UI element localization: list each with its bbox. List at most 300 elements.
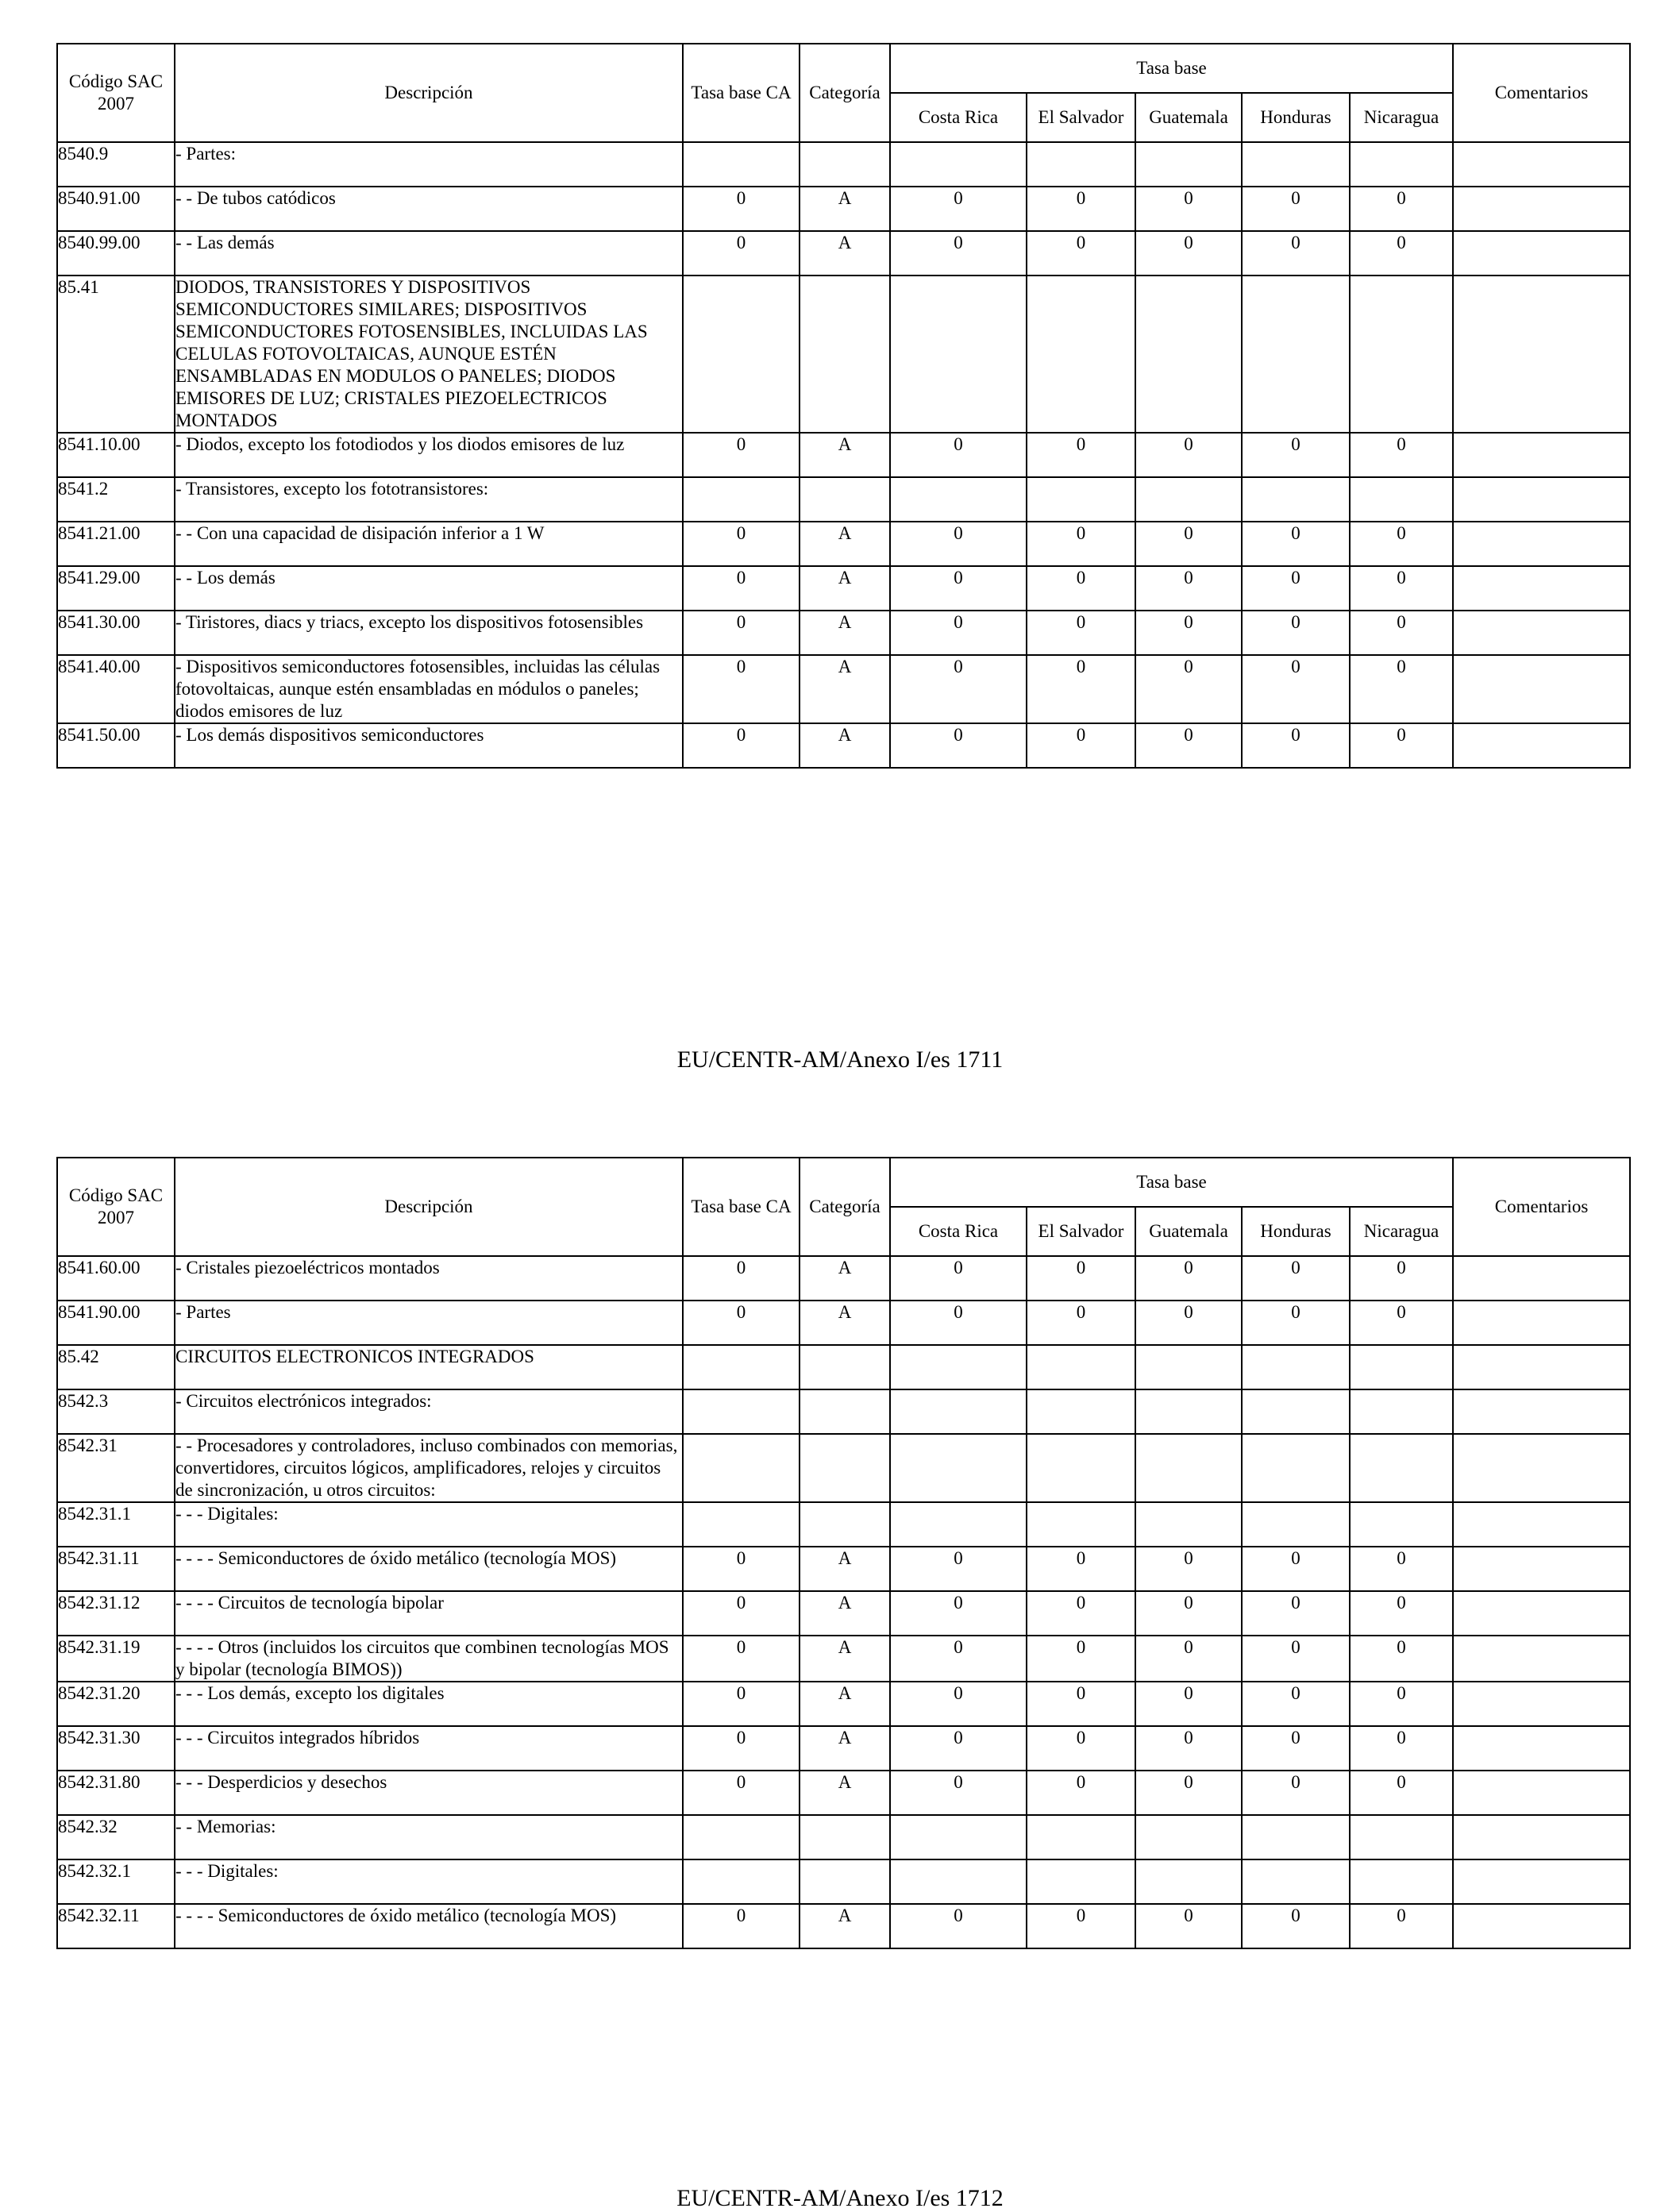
cell-code: 8541.2 (57, 477, 175, 522)
cell-el-salvador (1027, 142, 1135, 187)
cell-tasa-base-ca: 0 (683, 1726, 800, 1771)
cell-tasa-base-ca: 0 (683, 522, 800, 566)
cell-description: - - - - Semiconductores de óxido metálico (tecnología MOS) (175, 1547, 683, 1591)
cell-comentarios (1453, 1434, 1630, 1502)
cell-comentarios (1453, 1815, 1630, 1859)
cell-categoria (800, 1345, 890, 1389)
cell-categoria (800, 142, 890, 187)
cell-categoria: A (800, 187, 890, 231)
cell-costa-rica (890, 477, 1027, 522)
cell-code: 8542.31.30 (57, 1726, 175, 1771)
cell-comentarios (1453, 142, 1630, 187)
table-row (57, 1682, 1630, 1726)
cell-comentarios (1453, 1547, 1630, 1591)
cell-guatemala: 0 (1135, 1771, 1242, 1815)
cell-el-salvador: 0 (1027, 1591, 1135, 1636)
cell-categoria (800, 1815, 890, 1859)
cell-honduras: 0 (1242, 655, 1350, 723)
cell-costa-rica: 0 (890, 1301, 1027, 1345)
cell-categoria (800, 1859, 890, 1904)
cell-el-salvador: 0 (1027, 611, 1135, 655)
cell-honduras (1242, 477, 1350, 522)
page-footer: EU/CENTR-AM/Anexo I/es 1712 (676, 2185, 1004, 2211)
table-row (57, 477, 1630, 522)
cell-tasa-base-ca: 0 (683, 1636, 800, 1682)
table-row (57, 1389, 1630, 1434)
header-comentarios: Comentarios (1453, 44, 1630, 142)
cell-guatemala: 0 (1135, 1904, 1242, 1948)
cell-comentarios (1453, 1636, 1630, 1682)
cell-code: 8541.30.00 (57, 611, 175, 655)
cell-tasa-base-ca (683, 1815, 800, 1859)
cell-honduras: 0 (1242, 566, 1350, 611)
cell-nicaragua: 0 (1350, 655, 1453, 723)
cell-guatemala: 0 (1135, 433, 1242, 477)
cell-el-salvador (1027, 1434, 1135, 1502)
cell-description: - - - Los demás, excepto los digitales (175, 1682, 683, 1726)
cell-comentarios (1453, 1904, 1630, 1948)
cell-comentarios (1453, 522, 1630, 566)
cell-comentarios (1453, 433, 1630, 477)
cell-costa-rica: 0 (890, 522, 1027, 566)
table-row (57, 1904, 1630, 1948)
header-tasa-base-ca: Tasa base CA (683, 44, 800, 142)
header-guatemala: Guatemala (1135, 1207, 1242, 1256)
cell-comentarios (1453, 611, 1630, 655)
cell-el-salvador: 0 (1027, 1256, 1135, 1301)
cell-guatemala (1135, 1859, 1242, 1904)
cell-comentarios (1453, 1345, 1630, 1389)
cell-costa-rica (890, 1345, 1027, 1389)
cell-costa-rica: 0 (890, 187, 1027, 231)
header-code: Código SAC 2007 (57, 44, 175, 142)
cell-guatemala: 0 (1135, 655, 1242, 723)
cell-tasa-base-ca (683, 1434, 800, 1502)
header-tasa-base-ca: Tasa base CA (683, 1158, 800, 1256)
cell-tasa-base-ca (683, 477, 800, 522)
cell-nicaragua: 0 (1350, 1301, 1453, 1345)
cell-costa-rica (890, 1434, 1027, 1502)
cell-code: 8540.99.00 (57, 231, 175, 276)
cell-code: 8542.31.20 (57, 1682, 175, 1726)
cell-guatemala (1135, 1434, 1242, 1502)
cell-description: - - Procesadores y controladores, incluso combinados con memorias, convertidores, circuitos lógicos, amplificadores, relojes y circuitos de sincronización, u otros circuitos: (175, 1434, 683, 1502)
cell-code: 8542.31.19 (57, 1636, 175, 1682)
cell-categoria: A (800, 1771, 890, 1815)
cell-costa-rica: 0 (890, 1636, 1027, 1682)
cell-tasa-base-ca: 0 (683, 433, 800, 477)
cell-nicaragua (1350, 1859, 1453, 1904)
cell-guatemala: 0 (1135, 1256, 1242, 1301)
cell-comentarios (1453, 1389, 1630, 1434)
cell-el-salvador: 0 (1027, 1904, 1135, 1948)
cell-tasa-base-ca: 0 (683, 1904, 800, 1948)
cell-nicaragua: 0 (1350, 1256, 1453, 1301)
cell-honduras: 0 (1242, 723, 1350, 768)
cell-guatemala: 0 (1135, 231, 1242, 276)
table-row (57, 522, 1630, 566)
cell-el-salvador: 0 (1027, 1726, 1135, 1771)
cell-costa-rica (890, 1859, 1027, 1904)
cell-costa-rica (890, 1502, 1027, 1547)
table-row (57, 276, 1630, 433)
cell-guatemala: 0 (1135, 723, 1242, 768)
header-costa-rica: Costa Rica (890, 93, 1027, 142)
header-description: Descripción (175, 44, 683, 142)
cell-guatemala: 0 (1135, 1301, 1242, 1345)
cell-honduras: 0 (1242, 1301, 1350, 1345)
cell-costa-rica: 0 (890, 1256, 1027, 1301)
cell-tasa-base-ca (683, 1859, 800, 1904)
cell-comentarios (1453, 566, 1630, 611)
cell-honduras: 0 (1242, 1771, 1350, 1815)
header-guatemala: Guatemala (1135, 93, 1242, 142)
cell-guatemala: 0 (1135, 522, 1242, 566)
cell-comentarios (1453, 1301, 1630, 1345)
cell-nicaragua: 0 (1350, 187, 1453, 231)
cell-nicaragua: 0 (1350, 1771, 1453, 1815)
cell-categoria: A (800, 723, 890, 768)
table-row (57, 655, 1630, 723)
cell-el-salvador: 0 (1027, 1682, 1135, 1726)
cell-nicaragua: 0 (1350, 566, 1453, 611)
cell-costa-rica (890, 1389, 1027, 1434)
cell-honduras (1242, 1502, 1350, 1547)
table-row (57, 187, 1630, 231)
cell-tasa-base-ca: 0 (683, 566, 800, 611)
header-tasa-base: Tasa base (890, 44, 1453, 93)
cell-description: - - - - Circuitos de tecnología bipolar (175, 1591, 683, 1636)
cell-nicaragua (1350, 1434, 1453, 1502)
cell-description: - - - - Otros (incluidos los circuitos que combinen tecnologías MOS y bipolar (tecnología BIMOS)) (175, 1636, 683, 1682)
table-row (57, 433, 1630, 477)
cell-comentarios (1453, 1682, 1630, 1726)
cell-code: 8541.50.00 (57, 723, 175, 768)
header-tasa-base: Tasa base (890, 1158, 1453, 1207)
cell-honduras: 0 (1242, 522, 1350, 566)
cell-honduras (1242, 1389, 1350, 1434)
cell-tasa-base-ca: 0 (683, 187, 800, 231)
table-row (57, 142, 1630, 187)
cell-costa-rica: 0 (890, 1726, 1027, 1771)
cell-code: 8542.32.11 (57, 1904, 175, 1948)
cell-categoria: A (800, 1547, 890, 1591)
cell-description: - - - Digitales: (175, 1859, 683, 1904)
cell-guatemala (1135, 1502, 1242, 1547)
cell-code: 8540.9 (57, 142, 175, 187)
cell-guatemala: 0 (1135, 611, 1242, 655)
cell-tasa-base-ca: 0 (683, 1591, 800, 1636)
cell-guatemala: 0 (1135, 1636, 1242, 1682)
cell-honduras: 0 (1242, 433, 1350, 477)
cell-honduras: 0 (1242, 231, 1350, 276)
cell-guatemala (1135, 142, 1242, 187)
table-row (57, 1591, 1630, 1636)
cell-honduras: 0 (1242, 1682, 1350, 1726)
cell-el-salvador: 0 (1027, 433, 1135, 477)
cell-description: - Partes: (175, 142, 683, 187)
cell-comentarios (1453, 723, 1630, 768)
table-row (57, 611, 1630, 655)
cell-costa-rica: 0 (890, 1771, 1027, 1815)
cell-honduras: 0 (1242, 1726, 1350, 1771)
cell-description: - Tiristores, diacs y triacs, excepto los dispositivos fotosensibles (175, 611, 683, 655)
table-row (57, 1547, 1630, 1591)
cell-description: - Dispositivos semiconductores fotosensibles, incluidas las células fotovoltaicas, aunque estén ensambladas en módulos o paneles; diodos emisores de luz (175, 655, 683, 723)
cell-code: 8542.31.12 (57, 1591, 175, 1636)
cell-el-salvador (1027, 1859, 1135, 1904)
cell-el-salvador (1027, 1389, 1135, 1434)
cell-el-salvador: 0 (1027, 655, 1135, 723)
cell-code: 8542.31.80 (57, 1771, 175, 1815)
cell-tasa-base-ca (683, 142, 800, 187)
cell-el-salvador: 0 (1027, 566, 1135, 611)
cell-nicaragua: 0 (1350, 723, 1453, 768)
cell-nicaragua (1350, 1345, 1453, 1389)
table-row (57, 566, 1630, 611)
table-body (57, 1256, 1630, 1948)
cell-guatemala: 0 (1135, 1726, 1242, 1771)
header-categoria: Categoría (800, 44, 890, 142)
cell-categoria: A (800, 522, 890, 566)
table-row (57, 1434, 1630, 1502)
cell-el-salvador: 0 (1027, 1301, 1135, 1345)
cell-el-salvador (1027, 276, 1135, 433)
cell-description: - Los demás dispositivos semiconductores (175, 723, 683, 768)
cell-honduras (1242, 1345, 1350, 1389)
cell-nicaragua (1350, 477, 1453, 522)
cell-description: - - - Desperdicios y desechos (175, 1771, 683, 1815)
cell-categoria: A (800, 231, 890, 276)
table-row (57, 723, 1630, 768)
cell-tasa-base-ca: 0 (683, 231, 800, 276)
cell-tasa-base-ca: 0 (683, 723, 800, 768)
cell-categoria: A (800, 1636, 890, 1682)
cell-categoria: A (800, 433, 890, 477)
header-description: Descripción (175, 1158, 683, 1256)
cell-categoria (800, 276, 890, 433)
cell-code: 8542.31.1 (57, 1502, 175, 1547)
table-row (57, 231, 1630, 276)
table-row (57, 1345, 1630, 1389)
header-categoria: Categoría (800, 1158, 890, 1256)
cell-guatemala: 0 (1135, 566, 1242, 611)
cell-el-salvador: 0 (1027, 1547, 1135, 1591)
table-body (57, 142, 1630, 768)
cell-categoria: A (800, 1682, 890, 1726)
cell-costa-rica: 0 (890, 1547, 1027, 1591)
cell-categoria: A (800, 1256, 890, 1301)
cell-tasa-base-ca: 0 (683, 1301, 800, 1345)
cell-nicaragua (1350, 142, 1453, 187)
cell-categoria: A (800, 1726, 890, 1771)
cell-el-salvador: 0 (1027, 522, 1135, 566)
cell-costa-rica: 0 (890, 433, 1027, 477)
cell-code: 8541.60.00 (57, 1256, 175, 1301)
header-comentarios: Comentarios (1453, 1158, 1630, 1256)
cell-description: - - Con una capacidad de disipación inferior a 1 W (175, 522, 683, 566)
cell-categoria: A (800, 566, 890, 611)
cell-categoria: A (800, 1591, 890, 1636)
cell-honduras: 0 (1242, 1904, 1350, 1948)
cell-guatemala (1135, 276, 1242, 433)
tariff-table (56, 1157, 1631, 1949)
cell-code: 8541.10.00 (57, 433, 175, 477)
cell-costa-rica: 0 (890, 566, 1027, 611)
cell-el-salvador: 0 (1027, 723, 1135, 768)
cell-guatemala: 0 (1135, 1682, 1242, 1726)
table-row (57, 1502, 1630, 1547)
header-honduras: Honduras (1242, 1207, 1350, 1256)
cell-comentarios (1453, 477, 1630, 522)
table-row (57, 1256, 1630, 1301)
cell-code: 85.42 (57, 1345, 175, 1389)
cell-description: - - Memorias: (175, 1815, 683, 1859)
cell-comentarios (1453, 1591, 1630, 1636)
cell-code: 8542.31.11 (57, 1547, 175, 1591)
tariff-table (56, 43, 1631, 769)
cell-nicaragua: 0 (1350, 1726, 1453, 1771)
cell-code: 8542.31 (57, 1434, 175, 1502)
header-el-salvador: El Salvador (1027, 1207, 1135, 1256)
table-row (57, 1815, 1630, 1859)
cell-categoria (800, 1502, 890, 1547)
cell-guatemala (1135, 477, 1242, 522)
cell-honduras: 0 (1242, 611, 1350, 655)
cell-code: 8541.40.00 (57, 655, 175, 723)
cell-costa-rica: 0 (890, 611, 1027, 655)
cell-guatemala: 0 (1135, 1591, 1242, 1636)
cell-code: 8541.90.00 (57, 1301, 175, 1345)
header-nicaragua: Nicaragua (1350, 1207, 1453, 1256)
cell-nicaragua: 0 (1350, 1904, 1453, 1948)
cell-description: - - Las demás (175, 231, 683, 276)
cell-el-salvador: 0 (1027, 1771, 1135, 1815)
cell-comentarios (1453, 655, 1630, 723)
cell-description: - Transistores, excepto los fototransistores: (175, 477, 683, 522)
cell-tasa-base-ca: 0 (683, 1771, 800, 1815)
cell-guatemala (1135, 1815, 1242, 1859)
table-row (57, 1636, 1630, 1682)
cell-nicaragua (1350, 1502, 1453, 1547)
cell-nicaragua (1350, 276, 1453, 433)
cell-tasa-base-ca (683, 1345, 800, 1389)
header-costa-rica: Costa Rica (890, 1207, 1027, 1256)
cell-description: - Circuitos electrónicos integrados: (175, 1389, 683, 1434)
cell-guatemala (1135, 1389, 1242, 1434)
cell-el-salvador: 0 (1027, 187, 1135, 231)
cell-nicaragua: 0 (1350, 1636, 1453, 1682)
cell-el-salvador (1027, 477, 1135, 522)
cell-costa-rica: 0 (890, 1904, 1027, 1948)
cell-description: - - - - Semiconductores de óxido metálico (tecnología MOS) (175, 1904, 683, 1948)
cell-honduras: 0 (1242, 1547, 1350, 1591)
header-honduras: Honduras (1242, 93, 1350, 142)
cell-honduras (1242, 142, 1350, 187)
cell-costa-rica (890, 1815, 1027, 1859)
cell-tasa-base-ca: 0 (683, 1256, 800, 1301)
cell-comentarios (1453, 276, 1630, 433)
cell-nicaragua: 0 (1350, 1591, 1453, 1636)
cell-description: - Partes (175, 1301, 683, 1345)
cell-comentarios (1453, 1726, 1630, 1771)
cell-categoria: A (800, 611, 890, 655)
cell-honduras: 0 (1242, 1636, 1350, 1682)
cell-comentarios (1453, 187, 1630, 231)
cell-costa-rica (890, 276, 1027, 433)
cell-description: - - - Digitales: (175, 1502, 683, 1547)
cell-honduras: 0 (1242, 1591, 1350, 1636)
cell-costa-rica: 0 (890, 1682, 1027, 1726)
cell-comentarios (1453, 231, 1630, 276)
cell-tasa-base-ca (683, 276, 800, 433)
cell-code: 8540.91.00 (57, 187, 175, 231)
cell-comentarios (1453, 1502, 1630, 1547)
cell-comentarios (1453, 1771, 1630, 1815)
cell-categoria: A (800, 655, 890, 723)
cell-description: - Diodos, excepto los fotodiodos y los diodos emisores de luz (175, 433, 683, 477)
header-code: Código SAC 2007 (57, 1158, 175, 1256)
cell-categoria (800, 1434, 890, 1502)
cell-guatemala: 0 (1135, 1547, 1242, 1591)
table-row (57, 1726, 1630, 1771)
cell-nicaragua: 0 (1350, 433, 1453, 477)
cell-el-salvador (1027, 1815, 1135, 1859)
table-row (57, 1771, 1630, 1815)
cell-costa-rica: 0 (890, 1591, 1027, 1636)
cell-honduras (1242, 276, 1350, 433)
cell-guatemala (1135, 1345, 1242, 1389)
cell-tasa-base-ca: 0 (683, 611, 800, 655)
page-footer: EU/CENTR-AM/Anexo I/es 1711 (676, 1046, 1004, 1073)
cell-costa-rica (890, 142, 1027, 187)
cell-el-salvador (1027, 1502, 1135, 1547)
cell-code: 8542.32 (57, 1815, 175, 1859)
cell-description: - Cristales piezoeléctricos montados (175, 1256, 683, 1301)
cell-nicaragua: 0 (1350, 231, 1453, 276)
cell-tasa-base-ca (683, 1502, 800, 1547)
cell-nicaragua: 0 (1350, 1682, 1453, 1726)
cell-comentarios (1453, 1256, 1630, 1301)
cell-categoria (800, 1389, 890, 1434)
cell-honduras (1242, 1815, 1350, 1859)
header-nicaragua: Nicaragua (1350, 93, 1453, 142)
cell-honduras (1242, 1434, 1350, 1502)
cell-nicaragua: 0 (1350, 522, 1453, 566)
cell-guatemala: 0 (1135, 187, 1242, 231)
cell-honduras: 0 (1242, 187, 1350, 231)
cell-description: - - De tubos catódicos (175, 187, 683, 231)
cell-code: 8541.21.00 (57, 522, 175, 566)
cell-el-salvador (1027, 1345, 1135, 1389)
cell-code: 8542.3 (57, 1389, 175, 1434)
cell-tasa-base-ca: 0 (683, 1547, 800, 1591)
cell-el-salvador: 0 (1027, 231, 1135, 276)
cell-nicaragua (1350, 1389, 1453, 1434)
cell-tasa-base-ca: 0 (683, 1682, 800, 1726)
cell-description: - - Los demás (175, 566, 683, 611)
cell-tasa-base-ca (683, 1389, 800, 1434)
cell-categoria: A (800, 1301, 890, 1345)
cell-honduras: 0 (1242, 1256, 1350, 1301)
cell-code: 8542.32.1 (57, 1859, 175, 1904)
cell-costa-rica: 0 (890, 655, 1027, 723)
cell-el-salvador: 0 (1027, 1636, 1135, 1682)
cell-nicaragua: 0 (1350, 1547, 1453, 1591)
cell-tasa-base-ca: 0 (683, 655, 800, 723)
header-el-salvador: El Salvador (1027, 93, 1135, 142)
cell-costa-rica: 0 (890, 723, 1027, 768)
